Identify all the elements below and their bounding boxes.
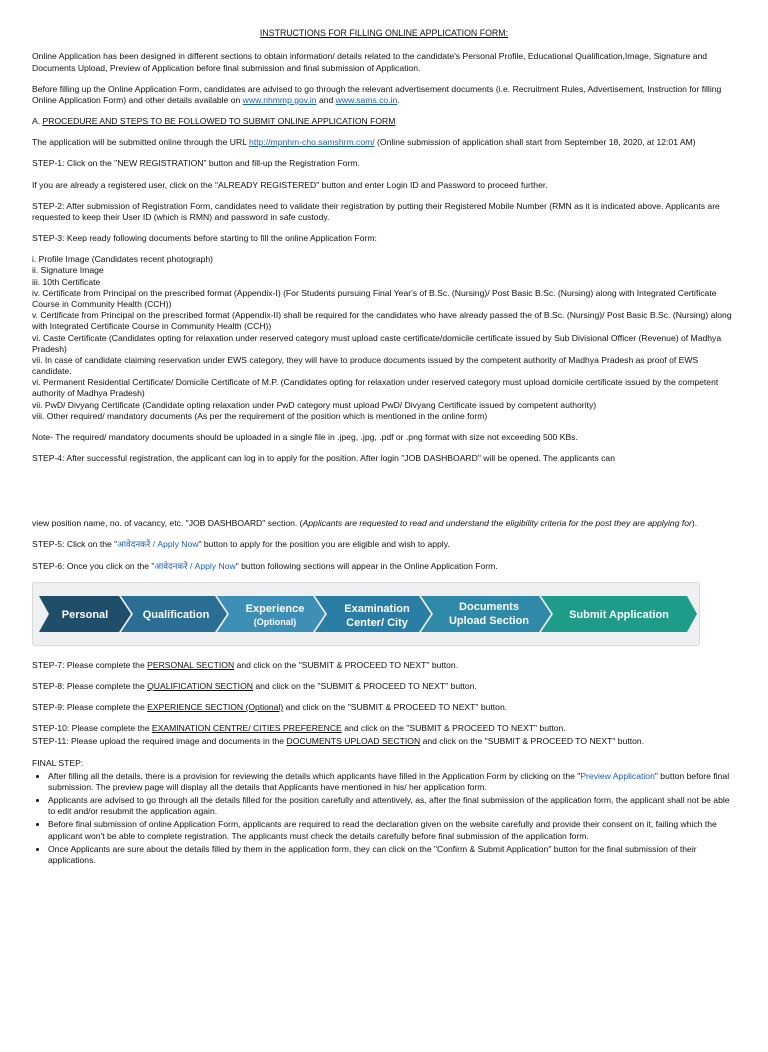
step5-paragraph <box>32 539 736 550</box>
url-paragraph <box>32 137 736 148</box>
step7-section-name: PERSONAL SECTION <box>147 659 235 670</box>
doc-item: vii. In case of candidate claiming reservation under EWS category, they will have to produce documents issued by the competent authority of Madhya Pradesh as proof of EWS candidate. <box>32 354 699 377</box>
doc-item: iii. 10th Certificate <box>32 276 101 287</box>
note-paragraph: Note- The required/ mandatory documents should be uploaded in a single file in .jpeg, .jpg, .pdf or .png format with size not exceeding 500 KBs. <box>32 431 578 442</box>
final-step-item: • Once Applicants are sure about the details filled by them in the application form, they can click on the "Confirm & Submit Application" button for the final submission of their applications. <box>48 844 736 866</box>
nhmmp-link[interactable]: www.nhmmp.gov.in <box>242 94 317 105</box>
page-title: INSTRUCTIONS FOR FILLING ONLINE APPLICATION FORM: <box>259 28 509 38</box>
step11-paragraph <box>32 736 736 747</box>
step10-after: and click on the "SUBMIT & PROCEED TO NEXT" button. <box>344 723 566 734</box>
step5-before: STEP-5: Click on the " <box>32 539 118 550</box>
step4-continued <box>32 518 736 529</box>
step11-after: and click on the "SUBMIT & PROCEED TO NEXT" button. <box>422 736 645 747</box>
step5-after: " button to apply for the position you are eligible and wish to apply. <box>198 539 450 550</box>
step-documents-label-2: Upload Section <box>448 614 530 627</box>
step4-end-text: ). <box>691 518 698 529</box>
step10-before: STEP-10: Please complete the <box>32 723 150 734</box>
page-gap <box>32 474 736 518</box>
step-experience-sublabel: (Optional) <box>253 616 297 627</box>
section-a-title: PROCEDURE AND STEPS TO BE FOLLOWED TO SUBMIT ONLINE APPLICATION FORM <box>42 116 396 127</box>
step11-section-name: DOCUMENTS UPLOAD SECTION <box>286 736 421 747</box>
sams-link[interactable]: www.sams.co.in <box>335 94 398 105</box>
application-steps-bar <box>32 582 700 646</box>
step10-section-name: EXAMINATION CENTRE/ CITIES PREFERENCE <box>151 723 342 734</box>
final-step-heading: FINAL STEP: <box>32 757 84 768</box>
url-text-before: The application will be submitted online through the URL <box>32 137 247 148</box>
final1-before: After filling all the details, there is a provision for reviewing the details which applicants have filled in the Application Form by clicking on the " <box>48 770 581 781</box>
step11-before: STEP-11: Please upload the required image and documents in the <box>32 736 285 747</box>
step4-italic-text: Applicants are requested to read and understand the eligibility criteria for the post they are applying for <box>302 518 692 529</box>
section-a-prefix: A. <box>32 116 41 127</box>
step8-before: STEP-8: Please complete the <box>32 680 145 691</box>
doc-item: ii. Signature Image <box>32 265 104 276</box>
and-text: and <box>318 94 334 105</box>
step2-paragraph: STEP-2: After submission of Registration Form, candidates need to validate their registration by putting their Registered Mobile Number (RMN as it is indicated above. Applicants are requested to keep their User ID (which is RMN) and password in safe custody. <box>32 200 720 222</box>
step6-paragraph <box>32 561 736 572</box>
doc-item: iv. Certificate from Principal on the prescribed format (Appendix-I) (For Students pursuing Final Year's of B.Sc. (Nursing)/ Post Basic B.Sc. (Nursing) along with Integrated Certificate Course in Community Health (CCH)) <box>32 287 717 309</box>
doc-item: vi. Permanent Residential Certificate/ Domicile Certificate of M.P. (Candidates opting for relaxation under reserved category must upload domicile certificate issued by the competent authority of Madhya Pradesh) <box>32 377 719 399</box>
step8-paragraph <box>32 681 736 692</box>
doc-item: vi. Caste Certificate (Candidates opting for relaxation under reserved category must upload caste certificate/domicile certificate issued by Sub Divisional Officer (Revenue) of Madhya Pradesh) <box>32 332 722 354</box>
step7-paragraph <box>32 660 736 671</box>
url-text-after: (Online submission of application shall start from September 18, 2020, at 12:01 AM) <box>377 137 696 148</box>
step7-after: and click on the "SUBMIT & PROCEED TO NEXT" button. <box>236 659 459 670</box>
step10-paragraph <box>32 723 736 734</box>
doc-item: viii. Other required/ mandatory documents (As per the requirement of the position which is mentioned in the online form) <box>32 410 488 421</box>
registered-paragraph: If you are already a registered user, click on the "ALREADY REGISTERED" button and enter Login ID and Password to proceed further. <box>32 179 548 190</box>
step-examination-label-2: Center/ City <box>346 616 408 629</box>
final-step-item <box>48 771 736 793</box>
final-step-item: • Before final submission of online Application Form, applicants are required to read the declaration given on the website carefully and provide their consent on it, failing which the applicant won't be able to complete registration. The applicants must check the details carefully before final submission of the application form. <box>48 819 736 841</box>
apply-now-label: आवेदनकरें / Apply Now <box>154 560 236 571</box>
step8-after: and click on the "SUBMIT & PROCEED TO NEXT" button. <box>255 680 477 691</box>
step4-cont-text: view position name, no. of vacancy, etc. "JOB DASHBOARD" section. ( <box>32 518 303 529</box>
intro-paragraph: Online Application has been designed in different sections to obtain information/ details related to the candidate's Personal Profile, Educational Qualification,Image, Signature and Documents Upload, Preview of Application before final submission and final submission of Application. <box>32 51 708 73</box>
step9-section-name: EXPERIENCE SECTION (Optional) <box>147 702 284 713</box>
final-step-list <box>32 771 736 866</box>
steps-bar-graphic <box>33 583 699 645</box>
step6-before: STEP-6: Once you click on the " <box>32 560 155 571</box>
before-text: Before filling up the Online Application Form, candidates are advised to go through the relevant advertisement documents (i.e. Recruitment Rules, Advertisement, Instruction for filling Online Application Form) and other details available on <box>32 83 722 105</box>
step3-paragraph: STEP-3: Keep ready following documents before starting to fill the online Application Form: <box>32 233 377 244</box>
step7-before: STEP-7: Please complete the <box>32 659 145 670</box>
step-submit-label: Submit Application <box>569 608 669 621</box>
application-url-link[interactable]: http://mpnhm-cho.samshrm.com/ <box>249 137 375 148</box>
step-personal-label: Personal <box>61 608 109 621</box>
documents-list <box>32 254 736 422</box>
step-experience-label: Experience <box>245 602 305 615</box>
step1-paragraph: STEP-1: Click on the "NEW REGISTRATION" button and fill-up the Registration Form. <box>32 158 360 169</box>
step9-before: STEP-9: Please complete the <box>32 702 145 713</box>
section-a-heading <box>32 116 736 127</box>
preview-application-label: Preview Application <box>580 770 655 781</box>
step4-paragraph: STEP-4: After successful registration, the applicant can log in to apply for the position. After login "JOB DASHBOARD" will be opened. The applicants can <box>32 453 615 464</box>
step9-after: and click on the "SUBMIT & PROCEED TO NEXT" button. <box>285 702 508 713</box>
doc-item: v. Certificate from Principal on the prescribed format (Appendix-II) shall be required for the candidates who have already passed the of B.Sc. (Nursing)/ Post Basic B.Sc. (Nursing) along with Integrated Certificate Course in Community Health (CCH)) <box>32 310 732 332</box>
step6-after: " button following sections will appear in the Online Application Form. <box>235 560 498 571</box>
before-paragraph: Before filling up the Online Application Form, candidates are advised to go through the relevant advertisement documents (i.e. Recruitment Rules, Advertisement, Instruction for filling Online Application Form) and other details available on www.nhmmp.gov.in and www.sams.co.in. <box>32 83 722 105</box>
step-examination-label-1: Examination <box>344 602 410 615</box>
step-qualification-label: Qualification <box>142 608 210 621</box>
final1-after: " button before final submission. The preview page will display all the details that Applicants have mentioned in his/ her application form. <box>48 770 730 792</box>
document-page <box>0 28 768 866</box>
final-step-item: • Applicants are advised to go through all the details filled for the position carefully and attentively, as, after the final submission of the application form, the applicant shall not be able to edit and/or resubmit the application again. <box>48 795 736 817</box>
step9-paragraph <box>32 702 736 713</box>
step8-section-name: QUALIFICATION SECTION <box>147 680 253 691</box>
doc-item: vii. PwD/ Divyang Certificate (Candidate opting relaxation under PwD category must upload PwD/ Divyang Certificate issued by competent authority) <box>32 399 597 410</box>
step-documents-label-1: Documents <box>459 600 519 613</box>
apply-now-label: आवेदनकरें / Apply Now <box>117 539 199 550</box>
doc-item: i. Profile Image (Candidates recent photograph) <box>32 254 214 265</box>
